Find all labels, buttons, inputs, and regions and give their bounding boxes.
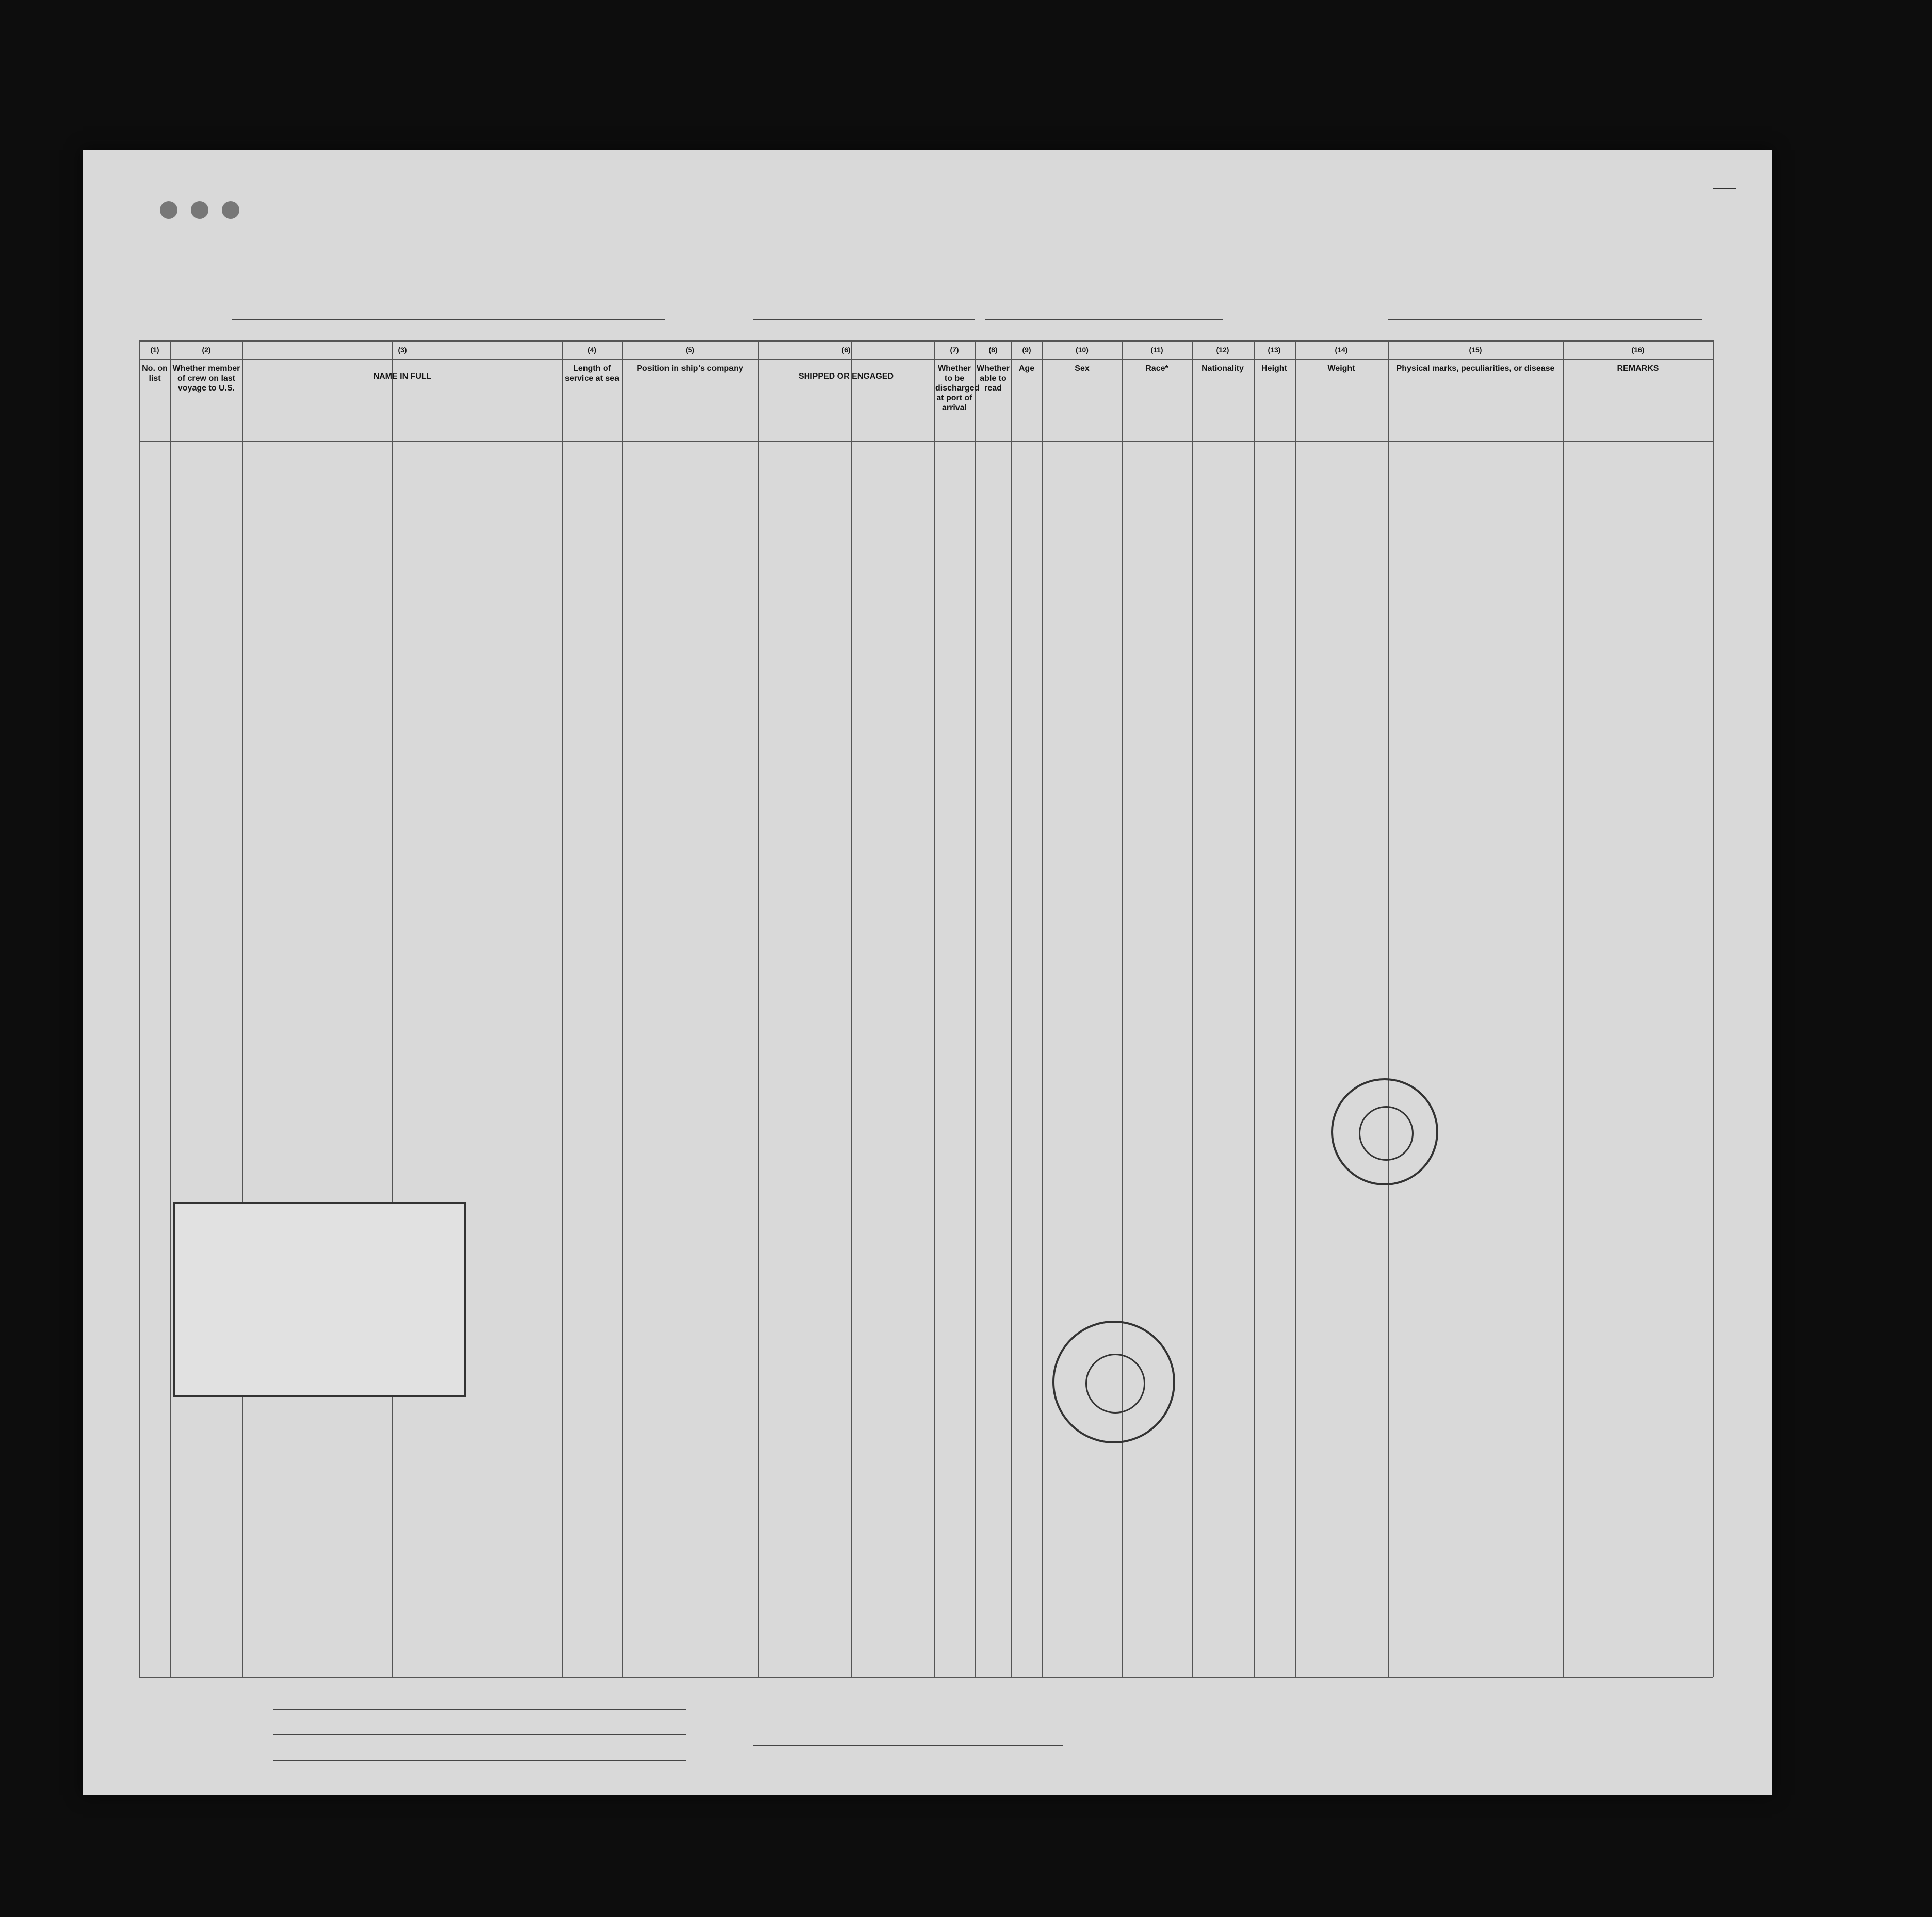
column-header: Whether to be discharged at port of arrival	[935, 364, 980, 412]
from-port-underline	[1388, 318, 1702, 320]
sheet-number-value	[1713, 171, 1736, 189]
column-rule	[1011, 340, 1012, 1677]
header-rule	[139, 359, 1713, 360]
column-header: REMARKS	[1617, 364, 1659, 373]
column-rule	[1192, 340, 1193, 1677]
column-rule	[975, 340, 976, 1677]
column-header: Age	[1018, 364, 1035, 373]
punch-mark-1	[160, 201, 177, 219]
column-number: (8)	[988, 346, 998, 354]
sheet-number	[1706, 171, 1736, 189]
column-number: (3)	[398, 346, 407, 354]
column-number: (2)	[202, 346, 211, 354]
consulate-stamp-bottom	[1052, 1321, 1175, 1443]
column-rule	[1254, 340, 1255, 1677]
column-header: Race*	[1145, 364, 1168, 373]
column-rule	[139, 340, 140, 1677]
column-number: (10)	[1076, 346, 1089, 354]
column-header: Length of service at sea	[565, 364, 619, 383]
column-rule	[1713, 340, 1714, 1677]
column-number: (16)	[1631, 346, 1645, 354]
column-number: (15)	[1469, 346, 1482, 354]
stamp-eagle-icon	[1085, 1354, 1145, 1414]
column-header: NAME IN FULL	[373, 372, 432, 381]
column-number: (11)	[1150, 346, 1163, 354]
column-rule	[622, 340, 623, 1677]
vessel-underline	[232, 318, 665, 320]
footer-agents-underline	[273, 1759, 686, 1761]
column-header: No. on list	[142, 364, 168, 383]
vessel-line	[139, 296, 1702, 320]
column-number: (6)	[841, 346, 851, 354]
column-rule	[851, 340, 852, 1677]
header-rule	[139, 1677, 1713, 1678]
punch-mark-3	[222, 201, 239, 219]
stamp-eagle-icon	[1359, 1106, 1414, 1161]
manifest-sheet	[83, 150, 1772, 1795]
column-rule	[562, 340, 563, 1677]
column-rule	[1042, 340, 1043, 1677]
column-number: (9)	[1022, 346, 1031, 354]
column-header: Height	[1261, 364, 1287, 373]
consulate-record-box	[173, 1202, 466, 1397]
header-rule	[139, 441, 1713, 442]
column-rule	[392, 340, 393, 1677]
column-number: (12)	[1216, 346, 1229, 354]
column-rule	[1295, 340, 1296, 1677]
column-header: Whether member of crew on last voyage to U.S.	[172, 364, 240, 393]
arriving-underline	[753, 318, 975, 320]
column-header: Weight	[1327, 364, 1355, 373]
column-number: (4)	[587, 346, 597, 354]
column-rule	[170, 340, 171, 1677]
column-number: (14)	[1335, 346, 1348, 354]
column-rule	[758, 340, 759, 1677]
column-number: (13)	[1268, 346, 1281, 354]
column-header: SHIPPED OR ENGAGED	[798, 372, 894, 381]
column-rule	[242, 340, 243, 1677]
crew-table	[139, 340, 1713, 1677]
column-header: Position in ship's company	[637, 364, 743, 373]
column-number: (5)	[685, 346, 695, 354]
column-number: (1)	[150, 346, 159, 354]
column-header: Sex	[1075, 364, 1090, 373]
footer-line-underline	[273, 1708, 686, 1710]
consulate-stamp-top	[1331, 1078, 1438, 1185]
date-underline	[985, 318, 1223, 320]
column-header: Whether able to read	[977, 364, 1010, 393]
column-rule	[934, 340, 935, 1677]
inspector-signature-line	[753, 1744, 1063, 1746]
column-rule	[1122, 340, 1123, 1677]
column-number: (7)	[950, 346, 959, 354]
header-rule	[139, 340, 1713, 342]
footer-owners-underline	[273, 1733, 686, 1735]
column-rule	[1388, 340, 1389, 1677]
punch-mark-2	[191, 201, 208, 219]
column-header: Physical marks, peculiarities, or disease	[1396, 364, 1555, 373]
column-header: Nationality	[1202, 364, 1244, 373]
column-rule	[1563, 340, 1564, 1677]
